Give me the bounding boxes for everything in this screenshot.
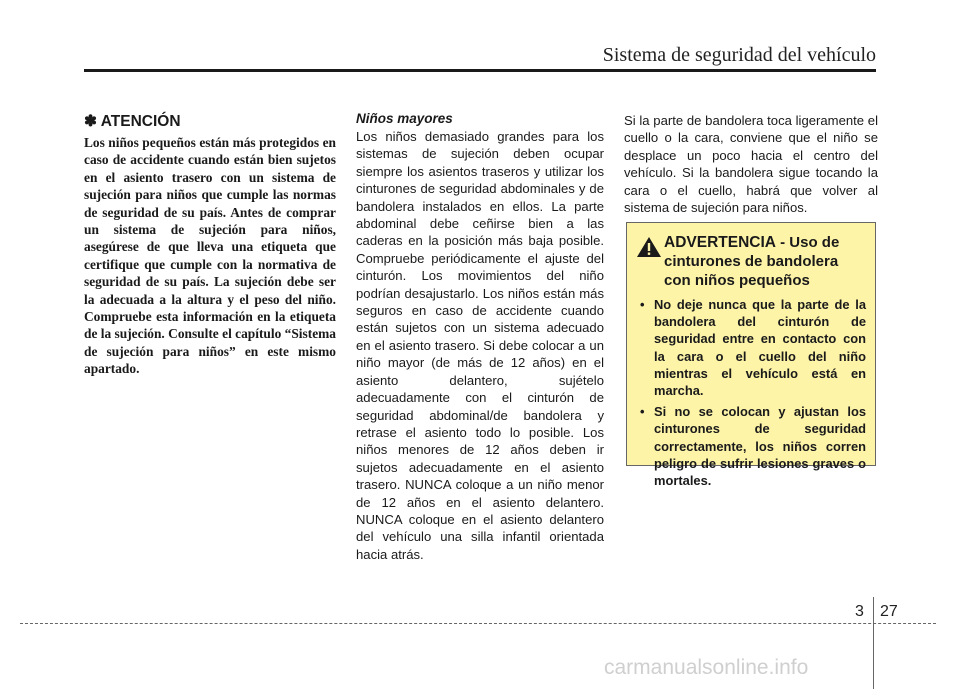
shoulder-belt-text: Si la parte de bandolera toca ligeramente el cuello o la cara, conviene que el niño se desplace un poco hacia el centro del vehículo. Si la bandolera sigue tocando la cara o el cuello, habrá que volver al sistema de sujeción para niños. — [624, 113, 878, 216]
warning-box — [626, 222, 876, 489]
warning-header — [636, 233, 866, 290]
older-children-title: Niños mayores — [356, 111, 453, 126]
attention-title: ✽ ATENCIÓN — [84, 113, 181, 130]
warning-triangle-icon — [636, 236, 664, 258]
footer-rule — [20, 623, 936, 624]
page-number-divider — [873, 597, 874, 689]
attention-body: Los niños pequeños están más protegidos en caso de accidente cuando están bien sujetos en el asiento trasero con un sistema de sujeción para niños que cumple las normas de seguridad de su país. Antes de comprar un sistema de sujeción para niños, asegúrese de que lleva una etiqueta que certifique que cumple con la normativa de seguridad de su país. La sujeción debe ser la adecuada a la altura y el peso del niño. Compruebe esta información en la etiqueta de la sujeción. Consulte el capítulo “Sistema de sujeción para niños” en este mismo apartado. — [84, 135, 336, 377]
page-chapter-number: 3 — [855, 603, 864, 620]
warning-title-main: ADVERTENCIA — [664, 234, 776, 251]
header-rule — [84, 69, 876, 72]
older-children-body: Los niños demasiado grandes para los sistemas de sujeción deben ocupar siempre los asientos traseros y utilizar los cinturones de seguridad abdominales y de bandolera instalados en ellos. La parte abdominal debe ceñirse bien a las caderas en la posición más baja posible. Compruebe periódicamente el ajuste del cinturón. Los movimientos del niño podrían desajustarlo. Los niños están más seguros en caso de accidente cuando están sujetos con un sistema adecuado en el asiento trasero. Si debe colocar a un niño mayor (de más de 12 años) en el asiento delantero, sujételo adecuadamente con el cinturón de seguridad abdominal/de bandolera y retrase el asiento todo lo posible. Los niños menores de 12 años deben ir sujetos adecuadamente en el asiento trasero. NUNCA coloque a un niño menor de 12 años en el asiento delantero. NUNCA coloque en el asiento delantero del vehículo una silla infantil orientada hacia atrás. — [356, 129, 604, 562]
watermark-text: carmanualsonline.info — [604, 656, 809, 679]
warning-list-item: • Si no se colocan y ajustan los cinturones de seguridad correctamente, los niños corren peligro de sufrir lesiones graves o mortales. — [636, 403, 866, 489]
warning-list — [636, 296, 866, 489]
section-header-title: Sistema de seguridad del vehículo — [602, 44, 876, 66]
page-number: 27 — [880, 603, 898, 620]
older-children-column — [356, 111, 604, 563]
warning-title — [664, 233, 866, 290]
warning-title-sub: - Uso de cinturones de bandolera con niños pequeños — [664, 234, 840, 289]
attention-column — [84, 112, 336, 378]
shoulder-belt-column — [624, 112, 878, 216]
warning-list-item: • No deje nunca que la parte de la bandolera del cinturón de seguridad entre en contacto con la cara o el cuello del niño mientras el vehículo está en marcha. — [636, 296, 866, 399]
